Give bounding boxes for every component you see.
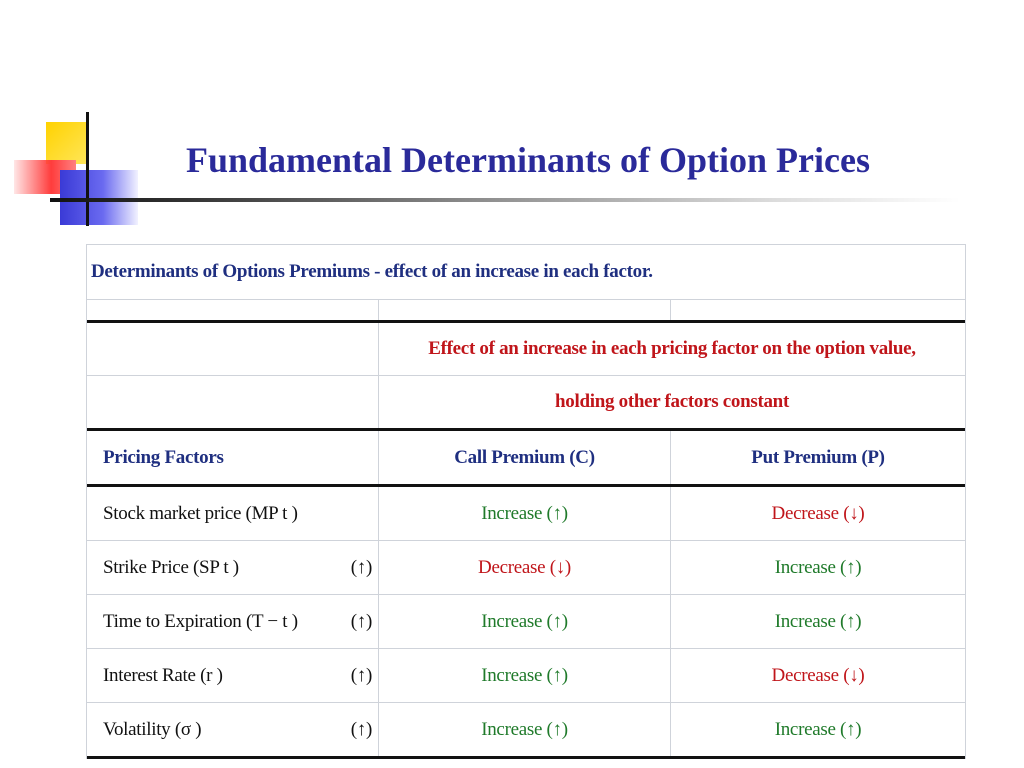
table-row	[87, 648, 965, 702]
header-put-premium: Put Premium (P)	[751, 446, 885, 468]
spacer-cell	[87, 300, 379, 320]
effect-heading-line1: Effect of an increase in each pricing factor on the option value,	[428, 338, 916, 359]
effect-heading-line2: holding other factors constant	[555, 391, 789, 412]
factor-cell	[87, 487, 379, 540]
factor-label: Stock market price (MP t )	[103, 502, 298, 524]
slide-title: Fundamental Determinants of Option Prices	[186, 140, 870, 180]
call-effect: Increase (↑)	[379, 703, 671, 756]
table-caption-row	[87, 244, 965, 299]
put-effect: Increase (↑)	[774, 610, 862, 632]
table-caption: Determinants of Options Premiums - effect of an increase in each factor.	[91, 261, 653, 282]
put-effect: Increase (↑)	[774, 718, 862, 740]
factor-label: Time to Expiration (T − t )	[103, 610, 298, 632]
put-effect: Decrease (↓)	[771, 502, 865, 524]
put-effect: Decrease (↓)	[771, 664, 865, 686]
factor-label: Volatility (σ )	[103, 718, 202, 740]
spacer-cell	[671, 300, 965, 320]
factor-arrow: (↑)	[350, 664, 372, 686]
column-header-row	[87, 428, 965, 484]
effect-row-2	[87, 375, 965, 428]
empty-cell	[87, 323, 379, 375]
factor-label: Strike Price (SP t )	[103, 556, 239, 578]
factor-cell	[87, 649, 379, 702]
table-row	[87, 702, 965, 759]
call-effect: Decrease (↓)	[379, 541, 671, 594]
header-call-premium: Call Premium (C)	[379, 431, 671, 484]
factor-label: Interest Rate (r )	[103, 664, 223, 686]
factor-cell	[87, 541, 379, 594]
call-effect: Increase (↑)	[379, 487, 671, 540]
title-underline	[50, 198, 960, 202]
table-row	[87, 484, 965, 540]
table-row	[87, 540, 965, 594]
effect-row-1	[87, 320, 965, 375]
factor-arrow: (↑)	[350, 610, 372, 632]
factor-cell	[87, 703, 379, 756]
table-spacer-row	[87, 299, 965, 320]
factor-arrow: (↑)	[350, 718, 372, 740]
header-pricing-factors: Pricing Factors	[87, 431, 379, 484]
logo-yellow-square	[46, 122, 88, 164]
put-effect: Increase (↑)	[774, 556, 862, 578]
spacer-cell	[379, 300, 671, 320]
determinants-table	[86, 244, 966, 759]
logo-vertical-line	[86, 112, 89, 226]
table-row	[87, 594, 965, 648]
factor-arrow: (↑)	[350, 556, 372, 578]
empty-cell	[87, 376, 379, 428]
call-effect: Increase (↑)	[379, 595, 671, 648]
call-effect: Increase (↑)	[379, 649, 671, 702]
factor-cell	[87, 595, 379, 648]
